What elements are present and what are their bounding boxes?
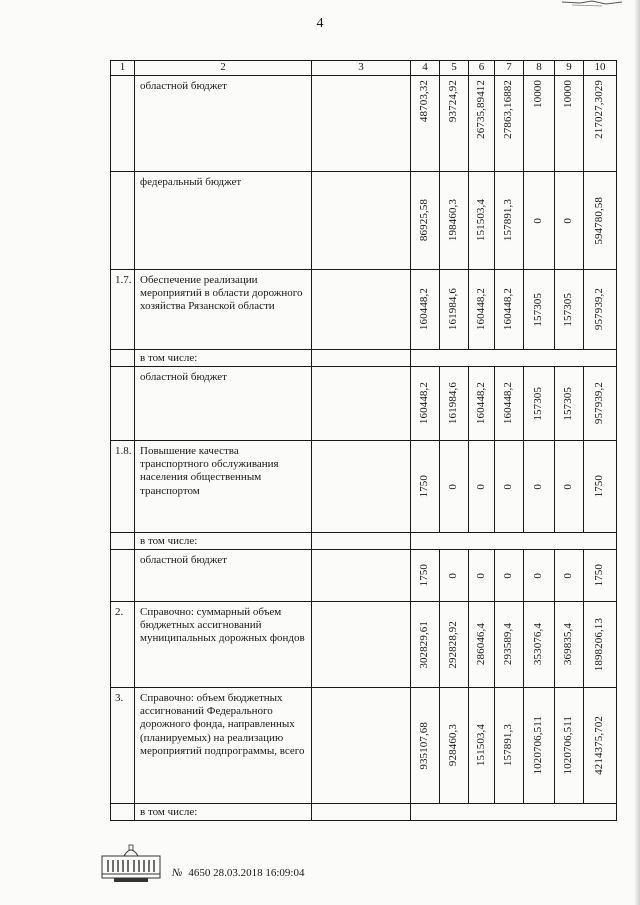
cell-value: 160448,2: [474, 382, 487, 425]
cell-value: 160448,2: [418, 382, 431, 425]
cell-value: 1750: [593, 564, 606, 587]
cell-value: 1750: [593, 475, 606, 498]
table-row: [111, 550, 617, 602]
cell-value: 157305: [562, 292, 575, 327]
cell-value: 0: [502, 572, 515, 579]
header-col-2: 2: [135, 61, 312, 76]
cell-value: 0: [532, 483, 545, 490]
cell-value: 160448,2: [502, 382, 515, 425]
row-values-empty: [411, 350, 617, 367]
header-col-1: 1: [111, 61, 135, 76]
header-col-9: 9: [555, 61, 584, 76]
row-number: [111, 367, 135, 441]
row-name: областной бюджет: [135, 367, 312, 441]
row-name: Повышение качества транспортного обслуживания населения общественным транспортом: [135, 441, 312, 533]
cell-value: 928460,3: [447, 724, 460, 767]
cell-value: 0: [562, 483, 575, 490]
table-row: [111, 602, 617, 688]
cell-value: 27863,16882: [502, 80, 515, 139]
cell-value: 1750: [418, 475, 431, 498]
row-col3: [312, 441, 411, 533]
row-col3: [312, 172, 411, 270]
cell-value: 302829,61: [418, 620, 431, 669]
header-col-8: 8: [524, 61, 555, 76]
table-row: [111, 172, 617, 270]
row-col3: [312, 602, 411, 688]
cell-value: 151503,4: [474, 724, 487, 767]
cell-value: 93724,92: [447, 80, 460, 123]
scan-edge-shadow: [634, 0, 640, 905]
page-number: 4: [316, 16, 324, 31]
cell-value: 157305: [532, 386, 545, 421]
cell-value: 160448,2: [502, 288, 515, 331]
cell-value: 1898206,13: [593, 617, 606, 672]
header-col-5: 5: [440, 61, 469, 76]
cell-value: 157305: [562, 386, 575, 421]
cell-value: 935107,68: [418, 721, 431, 770]
cell-value: 0: [447, 483, 460, 490]
budget-table: [110, 60, 617, 821]
table-row: [111, 804, 617, 821]
row-name: областной бюджет: [135, 76, 312, 172]
cell-value: 0: [502, 483, 515, 490]
scan-artifact-icon: [562, 0, 622, 8]
cell-value: 151503,4: [474, 199, 487, 242]
row-name: Справочно: суммарный объем бюджетных ассигнований муниципальных дорожных фондов: [135, 602, 312, 688]
building-stamp-icon: [100, 842, 162, 884]
row-number: 1.8.: [111, 441, 135, 533]
cell-value: 293589,4: [502, 623, 515, 666]
table-header-row: [111, 61, 617, 76]
cell-value: 1020706,511: [562, 716, 575, 775]
cell-value: 157891,3: [502, 724, 515, 767]
cell-value: 0: [562, 572, 575, 579]
table-row: [111, 441, 617, 533]
cell-value: 0: [447, 572, 460, 579]
cell-value: 161984,6: [447, 382, 460, 425]
row-number: 1.7.: [111, 270, 135, 350]
cell-value: 0: [474, 483, 487, 490]
cell-value: 0: [532, 572, 545, 579]
header-col-6: 6: [469, 61, 495, 76]
cell-value: 286046,4: [474, 623, 487, 666]
row-number: 3.: [111, 688, 135, 804]
cell-value: 369835,4: [562, 623, 575, 666]
table-row: [111, 533, 617, 550]
row-name: в том числе:: [135, 533, 312, 550]
header-col-4: 4: [411, 61, 440, 76]
number-sign: №: [172, 867, 183, 879]
row-number: [111, 350, 135, 367]
row-name: в том числе:: [135, 350, 312, 367]
row-col3: [312, 688, 411, 804]
row-name: в том числе:: [135, 804, 312, 821]
cell-value: 0: [562, 217, 575, 224]
cell-value: 353076,4: [532, 623, 545, 666]
row-values-empty: [411, 533, 617, 550]
header-col-3: 3: [312, 61, 411, 76]
row-name: Обеспечение реализации мероприятий в области дорожного хозяйства Рязанской области: [135, 270, 312, 350]
row-name: областной бюджет: [135, 550, 312, 602]
row-number: [111, 172, 135, 270]
row-values-empty: [411, 804, 617, 821]
cell-value: 157305: [532, 292, 545, 327]
cell-value: 86925,58: [418, 199, 431, 242]
cell-value: 1020706,511: [532, 716, 545, 775]
row-number: 2.: [111, 602, 135, 688]
cell-value: 161984,6: [447, 288, 460, 331]
row-col3: [312, 804, 411, 821]
cell-value: 198460,3: [447, 199, 460, 242]
row-number: [111, 804, 135, 821]
cell-value: 48703,32: [418, 80, 431, 123]
table-row: [111, 76, 617, 172]
table-row: [111, 367, 617, 441]
row-col3: [312, 76, 411, 172]
cell-value: 1750: [418, 564, 431, 587]
cell-value: 4214375,702: [593, 716, 606, 775]
document-registration-stamp: [172, 867, 305, 879]
row-col3: [312, 550, 411, 602]
cell-value: 10000: [532, 80, 545, 108]
row-col3: [312, 367, 411, 441]
cell-value: 157891,3: [502, 199, 515, 242]
cell-value: 10000: [562, 80, 575, 108]
cell-value: 160448,2: [418, 288, 431, 331]
table-row: [111, 270, 617, 350]
row-number: [111, 76, 135, 172]
cell-value: 594780,58: [593, 196, 606, 245]
row-col3: [312, 270, 411, 350]
row-number: [111, 550, 135, 602]
header-col-10: 10: [584, 61, 617, 76]
row-col3: [312, 533, 411, 550]
row-col3: [312, 350, 411, 367]
registration-id: 4650 28.03.2018 16:09:04: [188, 867, 305, 879]
table-row: [111, 688, 617, 804]
cell-value: 26735,89412: [474, 80, 487, 139]
header-col-7: 7: [495, 61, 524, 76]
cell-value: 957939,2: [593, 288, 606, 331]
cell-value: 0: [474, 572, 487, 579]
row-name: федеральный бюджет: [135, 172, 312, 270]
row-number: [111, 533, 135, 550]
table-row: [111, 350, 617, 367]
cell-value: 0: [532, 217, 545, 224]
cell-value: 957939,2: [593, 382, 606, 425]
cell-value: 160448,2: [474, 288, 487, 331]
cell-value: 217027,3029: [593, 80, 606, 139]
cell-value: 292828,92: [447, 620, 460, 669]
row-name: Справочно: объем бюджетных ассигнований Федерального дорожного фонда, направленных (планируемых) на реализацию мероприятий подпрограммы, всего: [135, 688, 312, 804]
